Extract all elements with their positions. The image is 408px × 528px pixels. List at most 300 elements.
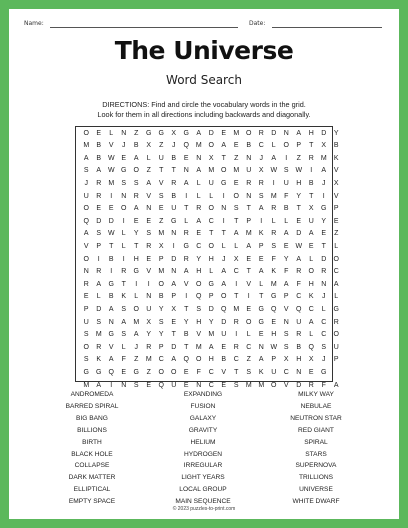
grid-letter[interactable]: T (121, 280, 126, 288)
grid-letter[interactable]: C (321, 318, 327, 326)
grid-letter[interactable]: E (183, 368, 189, 376)
grid-letter[interactable]: E (233, 179, 239, 187)
grid-letter[interactable]: O (246, 129, 252, 137)
grid-letter[interactable]: H (133, 255, 139, 263)
grid-letter[interactable]: S (146, 230, 152, 238)
grid-letter[interactable]: T (171, 331, 176, 339)
grid-letter[interactable]: D (171, 255, 177, 263)
grid-letter[interactable]: L (246, 331, 251, 339)
grid-letter[interactable]: G (258, 305, 264, 313)
grid-letter[interactable]: E (146, 381, 152, 389)
grid-letter[interactable]: O (133, 167, 139, 175)
grid-letter[interactable]: G (321, 205, 327, 213)
grid-letter[interactable]: E (183, 154, 189, 162)
grid-letter[interactable]: E (271, 318, 277, 326)
grid-letter[interactable]: D (321, 129, 327, 137)
grid-letter[interactable]: O (83, 343, 89, 351)
grid-letter[interactable]: A (283, 280, 289, 288)
grid-letter[interactable]: C (158, 356, 164, 364)
grid-letter[interactable]: D (96, 305, 102, 313)
grid-letter[interactable]: M (108, 179, 115, 187)
grid-letter[interactable]: F (284, 192, 289, 200)
grid-letter[interactable]: U (308, 217, 314, 225)
grid-letter[interactable]: B (171, 154, 177, 162)
grid-letter[interactable]: V (283, 381, 289, 389)
grid-letter[interactable]: O (121, 205, 127, 213)
grid-letter[interactable]: E (283, 242, 289, 250)
grid-letter[interactable]: X (233, 255, 239, 263)
grid-letter[interactable]: G (333, 305, 339, 313)
grid-letter[interactable]: V (83, 242, 89, 250)
word-search-grid[interactable] (75, 126, 339, 389)
grid-letter[interactable]: Y (158, 305, 164, 313)
grid-letter[interactable]: R (271, 205, 277, 213)
grid-letter[interactable]: M (195, 343, 202, 351)
grid-letter[interactable]: I (147, 280, 150, 288)
grid-letter[interactable]: H (196, 318, 202, 326)
grid-letter[interactable]: D (171, 343, 177, 351)
grid-letter[interactable]: P (246, 217, 252, 225)
grid-letter[interactable]: B (246, 142, 252, 150)
grid-letter[interactable]: P (283, 293, 289, 301)
grid-letter[interactable]: L (209, 268, 214, 276)
grid-letter[interactable]: Y (283, 255, 289, 263)
grid-letter[interactable]: Z (159, 217, 164, 225)
grid-letter[interactable]: T (184, 343, 189, 351)
grid-letter[interactable]: U (146, 305, 152, 313)
grid-letter[interactable]: Z (146, 368, 151, 376)
grid-letter[interactable]: O (171, 368, 177, 376)
grid-letter[interactable]: K (271, 268, 277, 276)
grid-letter[interactable]: M (258, 381, 265, 389)
grid-letter[interactable]: C (321, 331, 327, 339)
grid-letter[interactable]: L (96, 293, 101, 301)
grid-letter[interactable]: B (171, 192, 177, 200)
grid-letter[interactable]: T (309, 142, 314, 150)
grid-letter[interactable]: N (321, 280, 327, 288)
grid-letter[interactable]: R (146, 242, 152, 250)
grid-letter[interactable]: O (196, 356, 202, 364)
grid-letter[interactable]: Q (158, 381, 164, 389)
grid-letter[interactable]: R (183, 255, 189, 263)
grid-letter[interactable]: G (133, 268, 139, 276)
grid-letter[interactable]: U (296, 318, 302, 326)
grid-letter[interactable]: J (322, 356, 326, 364)
grid-letter[interactable]: X (308, 356, 314, 364)
grid-letter[interactable]: Q (108, 368, 114, 376)
grid-letter[interactable]: N (121, 192, 127, 200)
grid-letter[interactable]: I (97, 255, 100, 263)
grid-letter[interactable]: M (83, 381, 90, 389)
grid-letter[interactable]: O (208, 242, 214, 250)
grid-letter[interactable]: L (321, 305, 326, 313)
grid-letter[interactable]: L (196, 179, 201, 187)
grid-letter[interactable]: G (321, 368, 327, 376)
grid-letter[interactable]: K (308, 293, 314, 301)
grid-letter[interactable]: Y (196, 255, 202, 263)
grid-letter[interactable]: U (333, 343, 339, 351)
grid-letter[interactable]: T (184, 305, 189, 313)
grid-letter[interactable]: R (183, 230, 189, 238)
grid-letter[interactable]: A (258, 205, 264, 213)
grid-letter[interactable]: N (196, 381, 202, 389)
grid-letter[interactable]: R (83, 280, 89, 288)
grid-letter[interactable]: J (222, 255, 226, 263)
grid-letter[interactable]: D (296, 230, 302, 238)
grid-letter[interactable]: V (108, 343, 114, 351)
grid-letter[interactable]: Z (296, 154, 301, 162)
grid-letter[interactable]: X (171, 129, 177, 137)
grid-letter[interactable]: R (233, 343, 239, 351)
grid-letter[interactable]: O (308, 268, 314, 276)
grid-letter[interactable]: V (196, 331, 202, 339)
grid-letter[interactable]: A (221, 280, 227, 288)
grid-letter[interactable]: K (333, 154, 339, 162)
grid-letter[interactable]: P (333, 356, 339, 364)
grid-letter[interactable]: C (233, 356, 239, 364)
grid-letter[interactable]: C (208, 381, 214, 389)
grid-letter[interactable]: M (320, 154, 327, 162)
grid-letter[interactable]: V (333, 192, 339, 200)
grid-letter[interactable]: R (233, 318, 239, 326)
grid-letter[interactable]: U (221, 331, 227, 339)
grid-letter[interactable]: M (145, 356, 152, 364)
grid-letter[interactable]: Y (333, 129, 339, 137)
grid-letter[interactable]: N (146, 293, 152, 301)
grid-letter[interactable]: D (321, 255, 327, 263)
grid-letter[interactable]: W (295, 242, 303, 250)
grid-letter[interactable]: A (83, 154, 89, 162)
grid-letter[interactable]: L (121, 230, 126, 238)
grid-letter[interactable]: N (183, 167, 189, 175)
name-field[interactable] (50, 27, 238, 28)
grid-letter[interactable]: S (158, 192, 164, 200)
grid-letter[interactable]: I (185, 192, 188, 200)
grid-letter[interactable]: E (258, 255, 264, 263)
grid-letter[interactable]: R (258, 129, 264, 137)
grid-letter[interactable]: B (133, 142, 139, 150)
grid-letter[interactable]: T (209, 230, 214, 238)
grid-letter[interactable]: E (221, 129, 227, 137)
grid-letter[interactable]: A (83, 230, 89, 238)
grid-letter[interactable]: E (246, 255, 252, 263)
grid-letter[interactable]: A (108, 356, 114, 364)
grid-letter[interactable]: L (334, 242, 339, 250)
grid-letter[interactable]: W (270, 167, 278, 175)
grid-letter[interactable]: V (333, 167, 339, 175)
grid-letter[interactable]: L (121, 343, 126, 351)
grid-letter[interactable]: M (208, 331, 215, 339)
grid-letter[interactable]: D (208, 305, 214, 313)
grid-letter[interactable]: B (96, 142, 102, 150)
grid-letter[interactable]: E (308, 242, 314, 250)
grid-letter[interactable]: R (271, 230, 277, 238)
grid-letter[interactable]: O (83, 255, 89, 263)
grid-letter[interactable]: E (183, 381, 189, 389)
grid-letter[interactable]: O (208, 205, 214, 213)
grid-letter[interactable]: S (133, 179, 139, 187)
grid-letter[interactable]: N (283, 318, 289, 326)
grid-letter[interactable]: D (108, 217, 114, 225)
grid-letter[interactable]: E (158, 205, 164, 213)
grid-letter[interactable]: A (121, 318, 127, 326)
grid-letter[interactable]: C (233, 268, 239, 276)
grid-letter[interactable]: G (108, 280, 114, 288)
grid-letter[interactable]: A (133, 331, 139, 339)
grid-letter[interactable]: N (121, 381, 127, 389)
grid-letter[interactable]: I (285, 154, 288, 162)
grid-letter[interactable]: U (283, 179, 289, 187)
grid-letter[interactable]: U (171, 205, 177, 213)
grid-letter[interactable]: Q (271, 305, 277, 313)
grid-letter[interactable]: Z (159, 142, 164, 150)
grid-letter[interactable]: P (208, 293, 214, 301)
grid-letter[interactable]: S (233, 205, 239, 213)
grid-letter[interactable]: A (171, 280, 177, 288)
grid-letter[interactable]: A (308, 318, 314, 326)
grid-letter[interactable]: T (296, 205, 301, 213)
grid-letter[interactable]: Y (208, 318, 214, 326)
grid-letter[interactable]: U (171, 381, 177, 389)
grid-letter[interactable]: M (245, 381, 252, 389)
grid-letter[interactable]: B (221, 356, 227, 364)
grid-letter[interactable]: K (121, 293, 127, 301)
grid-letter[interactable]: J (322, 293, 326, 301)
grid-letter[interactable]: G (108, 331, 114, 339)
grid-letter[interactable]: G (271, 293, 277, 301)
grid-letter[interactable]: H (296, 356, 302, 364)
grid-letter[interactable]: U (271, 368, 277, 376)
grid-letter[interactable]: G (96, 368, 102, 376)
grid-letter[interactable]: X (333, 179, 339, 187)
grid-letter[interactable]: X (171, 305, 177, 313)
grid-letter[interactable]: U (83, 192, 89, 200)
grid-letter[interactable]: A (296, 129, 302, 137)
grid-letter[interactable]: L (121, 242, 126, 250)
grid-letter[interactable]: T (159, 167, 164, 175)
grid-letter[interactable]: E (308, 368, 314, 376)
grid-letter[interactable]: Y (183, 318, 189, 326)
grid-letter[interactable]: O (221, 167, 227, 175)
grid-letter[interactable]: S (246, 368, 252, 376)
grid-letter[interactable]: R (246, 179, 252, 187)
grid-letter[interactable]: Z (134, 129, 139, 137)
grid-letter[interactable]: R (133, 192, 139, 200)
grid-letter[interactable]: V (283, 305, 289, 313)
grid-letter[interactable]: M (233, 129, 240, 137)
grid-letter[interactable]: S (121, 331, 127, 339)
grid-letter[interactable]: U (208, 179, 214, 187)
grid-letter[interactable]: Z (234, 154, 239, 162)
grid-letter[interactable]: J (122, 142, 126, 150)
grid-letter[interactable]: I (185, 293, 188, 301)
grid-letter[interactable]: X (283, 356, 289, 364)
grid-letter[interactable]: S (233, 381, 239, 389)
grid-letter[interactable]: A (96, 280, 102, 288)
grid-letter[interactable]: M (245, 230, 252, 238)
grid-letter[interactable]: F (296, 280, 301, 288)
grid-letter[interactable]: I (135, 280, 138, 288)
grid-letter[interactable]: C (296, 293, 302, 301)
grid-letter[interactable]: H (208, 356, 214, 364)
grid-letter[interactable]: T (321, 242, 326, 250)
grid-letter[interactable]: V (108, 142, 114, 150)
grid-letter[interactable]: G (258, 318, 264, 326)
grid-letter[interactable]: O (221, 293, 227, 301)
grid-letter[interactable]: E (221, 381, 227, 389)
grid-letter[interactable]: A (296, 255, 302, 263)
grid-letter[interactable]: I (122, 217, 125, 225)
grid-letter[interactable]: G (121, 167, 127, 175)
grid-letter[interactable]: N (146, 205, 152, 213)
grid-letter[interactable]: G (158, 129, 164, 137)
grid-letter[interactable]: E (146, 255, 152, 263)
grid-letter[interactable]: D (221, 318, 227, 326)
grid-letter[interactable]: J (172, 142, 176, 150)
grid-letter[interactable]: L (209, 192, 214, 200)
grid-letter[interactable]: A (221, 142, 227, 150)
grid-letter[interactable]: A (196, 129, 202, 137)
grid-letter[interactable]: D (208, 129, 214, 137)
grid-letter[interactable]: Q (183, 142, 189, 150)
grid-letter[interactable]: N (171, 268, 177, 276)
grid-letter[interactable]: C (333, 268, 339, 276)
grid-letter[interactable]: E (121, 154, 127, 162)
grid-letter[interactable]: W (107, 230, 115, 238)
grid-letter[interactable]: L (271, 142, 276, 150)
grid-letter[interactable]: W (107, 154, 115, 162)
grid-letter[interactable]: W (295, 167, 303, 175)
grid-letter[interactable]: X (146, 142, 152, 150)
grid-letter[interactable]: I (122, 255, 125, 263)
grid-letter[interactable]: R (96, 268, 102, 276)
grid-letter[interactable]: S (96, 318, 102, 326)
grid-letter[interactable]: M (158, 230, 165, 238)
grid-letter[interactable]: F (271, 255, 276, 263)
grid-letter[interactable]: A (183, 268, 189, 276)
grid-letter[interactable]: R (308, 154, 314, 162)
grid-letter[interactable]: C (208, 217, 214, 225)
grid-letter[interactable]: L (196, 192, 201, 200)
grid-letter[interactable]: B (333, 142, 339, 150)
grid-letter[interactable]: R (96, 192, 102, 200)
grid-letter[interactable]: A (196, 167, 202, 175)
grid-letter[interactable]: G (221, 179, 227, 187)
grid-letter[interactable]: E (258, 331, 264, 339)
grid-letter[interactable]: L (284, 217, 289, 225)
grid-letter[interactable]: R (96, 179, 102, 187)
grid-letter[interactable]: R (308, 381, 314, 389)
grid-letter[interactable]: T (246, 268, 251, 276)
grid-letter[interactable]: S (83, 356, 89, 364)
grid-letter[interactable]: T (184, 205, 189, 213)
grid-letter[interactable]: A (308, 230, 314, 238)
grid-letter[interactable]: M (270, 192, 277, 200)
grid-letter[interactable]: E (233, 142, 239, 150)
grid-letter[interactable]: T (259, 293, 264, 301)
grid-letter[interactable]: C (308, 305, 314, 313)
grid-letter[interactable]: A (133, 205, 139, 213)
grid-letter[interactable]: E (333, 217, 339, 225)
grid-letter[interactable]: J (134, 343, 138, 351)
grid-letter[interactable]: P (258, 242, 264, 250)
grid-letter[interactable]: M (270, 280, 277, 288)
grid-letter[interactable]: O (158, 368, 164, 376)
grid-letter[interactable]: E (83, 293, 89, 301)
grid-letter[interactable]: C (283, 368, 289, 376)
grid-letter[interactable]: X (321, 142, 327, 150)
grid-letter[interactable]: I (172, 242, 175, 250)
grid-letter[interactable]: A (233, 230, 239, 238)
grid-letter[interactable]: A (196, 217, 202, 225)
grid-letter[interactable]: A (321, 167, 327, 175)
grid-letter[interactable]: Q (196, 293, 202, 301)
grid-letter[interactable]: B (296, 343, 302, 351)
grid-letter[interactable]: X (146, 318, 152, 326)
grid-letter[interactable]: O (208, 142, 214, 150)
grid-letter[interactable]: A (333, 280, 339, 288)
grid-letter[interactable]: P (158, 255, 164, 263)
grid-letter[interactable]: L (334, 293, 339, 301)
grid-letter[interactable]: T (234, 217, 239, 225)
grid-letter[interactable]: F (196, 368, 201, 376)
grid-letter[interactable]: E (321, 230, 327, 238)
grid-letter[interactable]: T (134, 242, 139, 250)
grid-letter[interactable]: I (322, 192, 325, 200)
grid-letter[interactable]: G (83, 368, 89, 376)
grid-letter[interactable]: H (196, 268, 202, 276)
grid-letter[interactable]: S (121, 179, 127, 187)
grid-letter[interactable]: E (221, 343, 227, 351)
grid-letter[interactable]: G (183, 242, 189, 250)
grid-letter[interactable]: B (308, 179, 314, 187)
grid-letter[interactable]: V (146, 268, 152, 276)
grid-letter[interactable]: N (108, 318, 114, 326)
grid-letter[interactable]: E (121, 368, 127, 376)
grid-letter[interactable]: P (271, 356, 277, 364)
grid-letter[interactable]: A (271, 154, 277, 162)
grid-letter[interactable]: T (309, 192, 314, 200)
grid-letter[interactable]: S (96, 230, 102, 238)
grid-letter[interactable]: H (308, 280, 314, 288)
grid-letter[interactable]: J (322, 179, 326, 187)
grid-letter[interactable]: M (208, 167, 215, 175)
grid-letter[interactable]: B (96, 154, 102, 162)
grid-letter[interactable]: A (171, 356, 177, 364)
grid-letter[interactable]: P (158, 343, 164, 351)
grid-letter[interactable]: U (158, 154, 164, 162)
grid-letter[interactable]: S (133, 381, 139, 389)
grid-letter[interactable]: S (258, 192, 264, 200)
grid-letter[interactable]: G (146, 129, 152, 137)
grid-letter[interactable]: K (258, 368, 264, 376)
grid-letter[interactable]: X (258, 167, 264, 175)
grid-letter[interactable]: U (83, 318, 89, 326)
grid-letter[interactable]: A (133, 154, 139, 162)
grid-letter[interactable]: E (108, 205, 114, 213)
grid-letter[interactable]: V (221, 368, 227, 376)
grid-letter[interactable]: O (271, 381, 277, 389)
grid-letter[interactable]: M (195, 142, 202, 150)
grid-letter[interactable]: I (235, 331, 238, 339)
grid-letter[interactable]: M (233, 167, 240, 175)
grid-letter[interactable]: C (258, 142, 264, 150)
grid-letter[interactable]: I (272, 179, 275, 187)
grid-letter[interactable]: O (333, 331, 339, 339)
grid-letter[interactable]: I (222, 192, 225, 200)
grid-letter[interactable]: F (284, 268, 289, 276)
grid-letter[interactable]: H (308, 129, 314, 137)
